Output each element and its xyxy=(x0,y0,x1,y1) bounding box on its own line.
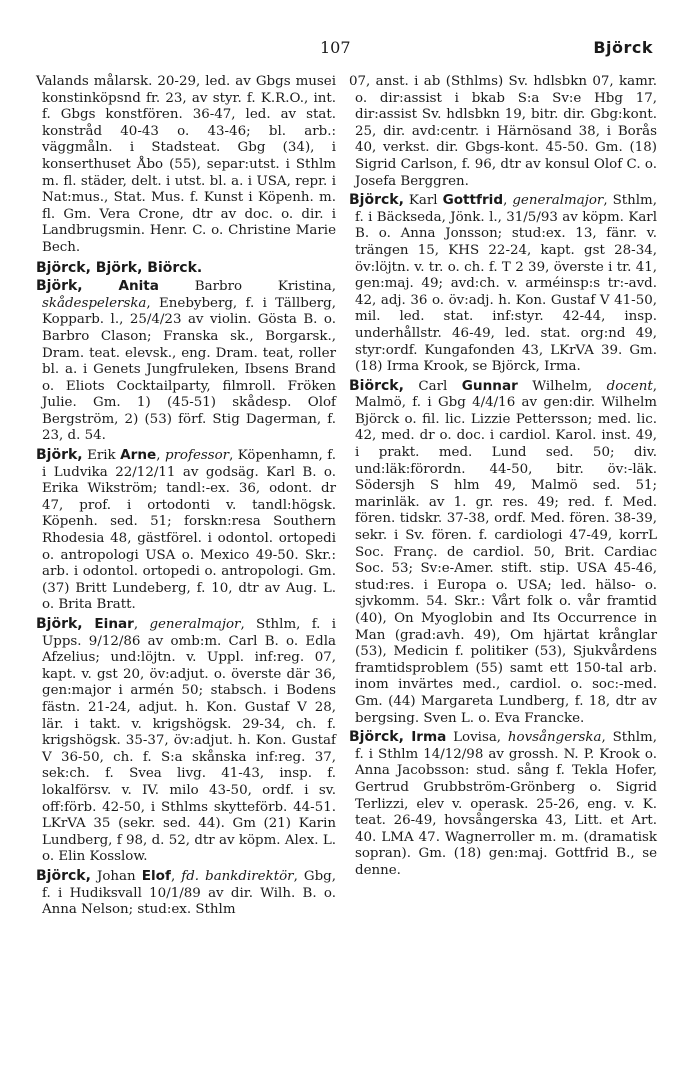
running-head: Björck xyxy=(593,38,653,57)
entry-anita-bjork xyxy=(36,278,336,445)
left-column xyxy=(36,74,336,919)
entry-continuation xyxy=(349,74,657,190)
entry-irma-bjorck xyxy=(349,729,657,879)
entry-arne-bjork xyxy=(36,447,336,614)
entry-gunnar-biorck xyxy=(349,378,657,727)
entry-separator: , xyxy=(503,193,513,209)
entry-title: generalmajor xyxy=(149,617,241,632)
entry-gottfrid-bjorck xyxy=(349,192,657,376)
entry-continuation xyxy=(36,74,336,257)
entry-separator: , xyxy=(156,448,165,464)
entry-einar-bjork xyxy=(36,616,336,866)
entry-given-name: Irma xyxy=(403,729,447,746)
page-header xyxy=(0,38,696,62)
entry-surname: Björck, xyxy=(36,867,91,884)
entry-other-names: Lovisa, xyxy=(446,730,508,746)
entry-text: , Enebyberg, f. i Tällberg, Kopparb. l., 25/4/23 av violin. Gösta B. o. Barbro Clason; Franska sk., Borgarsk., Dram. teat. elevsk., eng. Dram. teat, roller bl. a. i Genets Jungfruleken, Ibsens Brand o. Eliots Cocktailparty, filmroll. Fröken Julie. Gm. 1) (45-51) skådesp. Olof Bergström, 2) (53) förf. Stig Dagerman, f. 23, d. 54. xyxy=(42,295,336,444)
entry-title: hovsångerska xyxy=(507,730,602,746)
entry-separator: , xyxy=(133,617,150,632)
entry-other-names: Barbro Kristina, xyxy=(158,279,336,295)
entry-given-name: Gottfrid xyxy=(442,192,504,209)
entry-surname: Björk, xyxy=(36,447,83,464)
entry-text: , Sthlm, f. i Sthlm 14/12/98 av grossh. N. P. Krook o. Anna Jacobsson: stud. sång f. Tekla Hofer, Gertrud Grubbström-Grönberg o. Sigrid Terlizzi, elev v. operask. 25-26, eng. v. K. teat. 26-49, hovsångerska 43, Litt. et Art. 40. LMA 47. Wagnerroller m. m. (dramatisk sopran). Gm. (18) gen:maj. Gottfrid B., se denne. xyxy=(355,730,657,878)
entry-text: , Sthlm, f. i Bäckseda, Jönk. l., 31/5/93 av köpm. Karl B. o. Anna Jonsson; stud:ex. 13, fänr. v. trängen 15, KHS 22-24, kapt. gst 28-34, öv:löjtn. v. tr. o. ch. f. T 2 39, överste i tr. 41, gen:maj. 49; avd:ch. v. arméinsp:s tr:-avd. 42, adj. 36 o. öv:adj. h. Kon. Gustaf V 41-50, mil. led. stat. inf:styr. 42-44, insp. underhållstr. 46-49, led. stat. org:nd 49, styr:ordf. Kungafonden 43, LKrVA 39. Gm. (18) Irma Krook, se Björck, Irma. xyxy=(355,193,657,375)
entry-pre-name: Erik xyxy=(82,448,121,464)
entry-text: Valands målarsk. 20-29, led. av Gbgs musei konstinköpsnd fr. 23, av styr. f. K.R.O., int. f. Gbgs konstfören. 36-47, led. av stat. konstråd 40-43 o. 43-46; bl. arb.: väggmåln. i Stadsteat. Gbg (34), i konserthuset Åbo (55), separ:utst. i Sthlm m. fl. städer, delt. i utst. bl. a. i USA, repr. i Nat:mus., Stat. Mus. f. Kunst i Köpenh. m. fl. Gm. Vera Crone, dtr av doc. o. dir. i Landbrugsmin. Henr. C. o. Christine Marie Bech. xyxy=(36,74,336,255)
entry-title: professor xyxy=(164,448,230,464)
entry-surname: Biörck, xyxy=(349,377,404,394)
entry-text: , Sthlm, f. i Upps. 9/12/86 av omb:m. Carl B. o. Edla Afzelius; und:löjtn. v. Uppl. inf:reg. 07, kapt. v. gst 20, öv:adjut. o. överste där 36, gen:major i armén 50; stabsch. i Bodens fästn. 21-24, adjut. h. Kon. Gustaf V 28, lär. i takt. v. krigshögsk. 29-34, ch. f. krigshögsk. 35-37, öv:adjut. h. Kon. Gustaf V 36-50, ch. f. S:a skånska inf:reg. 37, sek:ch. f. Svea livg. 41-43, insp. f. lokalförsv. v. IV. milo 43-50, ordf. i sv. off:förb. 42-50, i Sthlms skytteförb. 44-51. LKrVA 35 (sekr. sed. 44). Gm (21) Karin Lundberg, f 98, d. 52, dtr av köpm. Alex. L. o. Elin Kosslow. xyxy=(42,617,336,865)
entry-given-name: Elof xyxy=(141,867,171,884)
entry-separator: , xyxy=(170,868,182,884)
entry-given-name: Arne xyxy=(120,447,157,464)
right-column xyxy=(349,74,657,880)
entry-text: , Gbg, f. i Hudiksvall 10/1/89 av dir. Wilh. B. o. Anna Nelson; stud:ex. Sthlm xyxy=(42,868,336,918)
entry-title: docent xyxy=(606,378,653,394)
entry-surname: Björk, xyxy=(36,616,83,632)
entry-given-name: Einar xyxy=(82,616,134,632)
entry-given-name: Gunnar xyxy=(461,377,518,394)
entry-surname: Björk, xyxy=(36,278,83,295)
entry-text: 07, anst. i ab (Sthlms) Sv. hdlsbkn 07, kamr. o. dir:assist i bkab S:a Sv:e Hbg 17, dir:assist Sv. hdlsbkn 19, bitr. dir. Gbg:kont. 25, dir. avd:centr. i Härnösand 38, i Borås 40, verkst. dir. Gbgs-kont. 45-50. Gm. (18) Sigrid Carlson, f. 96, dtr av konsul Olof C. o. Josefa Berggren. xyxy=(349,74,657,189)
entry-other-names: Wilhelm, xyxy=(517,378,607,394)
entry-elof-bjorck xyxy=(36,868,336,919)
entry-title: generalmajor xyxy=(512,193,604,209)
cross-reference-heading: Björck, Björk, Biörck. xyxy=(36,259,203,276)
entry-title: fd. bankdirektör xyxy=(181,868,294,884)
entry-pre-name: Johan xyxy=(90,868,142,884)
entry-text: , Köpenhamn, f. i Ludvika 22/12/11 av godsäg. Karl B. o. Erika Wikström; tandl:-ex. 36, odont. dr 47, prof. i ortodonti v. tandl:högsk. Köpenh. sed. 51; forskn:resa Southern Rhodesia 48, gästförel. i odontol. ortopedi o. antropologi USA o. Mexico 49-50. Skr.: arb. i odontol. ortopedi o. antropologi. Gm. (37) Britt Lundeberg, f. 10, dtr av Aug. L. o. Brita Bratt. xyxy=(42,448,336,613)
entry-pre-name: Karl xyxy=(403,193,443,209)
entry-surname: Björck, xyxy=(349,192,404,209)
entry-given-name: Anita xyxy=(118,278,159,295)
entry-text: , Malmö, f. i Gbg 4/4/16 av gen:dir. Wilhelm Björck o. fil. lic. Lizzie Pettersson; med. lic. 42, med. dr o. doc. i cardiol. Karol. inst. 49, i prakt. med. Lund sed. 50; div. und:läk:förordn. 44-50, bitr. öv:-läk. Södersjh S hlm 49, Malmö sed. 51; marinläk. av 1. gr. res. 49; red. f. Med. fören. tidskr. 37-38, ordf. Med. fören. 38-39, sekr. i Sv. fören. f. cardiologi 47-49, korrL Soc. Franç. de cardiol. 50, Brit. Cardiac Soc. 53; Sv:e-Amer. stift. stip. USA 45-46, stud:res. i Europa o. USA; led. hälso- o. sjvkomm. 54. Skr.: Vårt folk o. vår framtid (40), On Myoglobin and Its Occurrence in Man (grad:avh. 49), Om hjärtat krånglar (53), Medicin f. politiker (53), Sjukvårdens framtidsproblem (55) samt ett 150-tal arb. inom invärtes med., cardiol. o. soc:-med. Gm. (44) Margareta Lundberg, f. 18, dtr av bergsing. Sven L. o. Eva Francke. xyxy=(355,378,657,726)
entry-pre-name: Carl xyxy=(403,378,462,394)
entry-surname: Björck, xyxy=(349,729,404,746)
page-number: 107 xyxy=(320,38,351,57)
entry-title: skådespelerska xyxy=(42,295,147,311)
